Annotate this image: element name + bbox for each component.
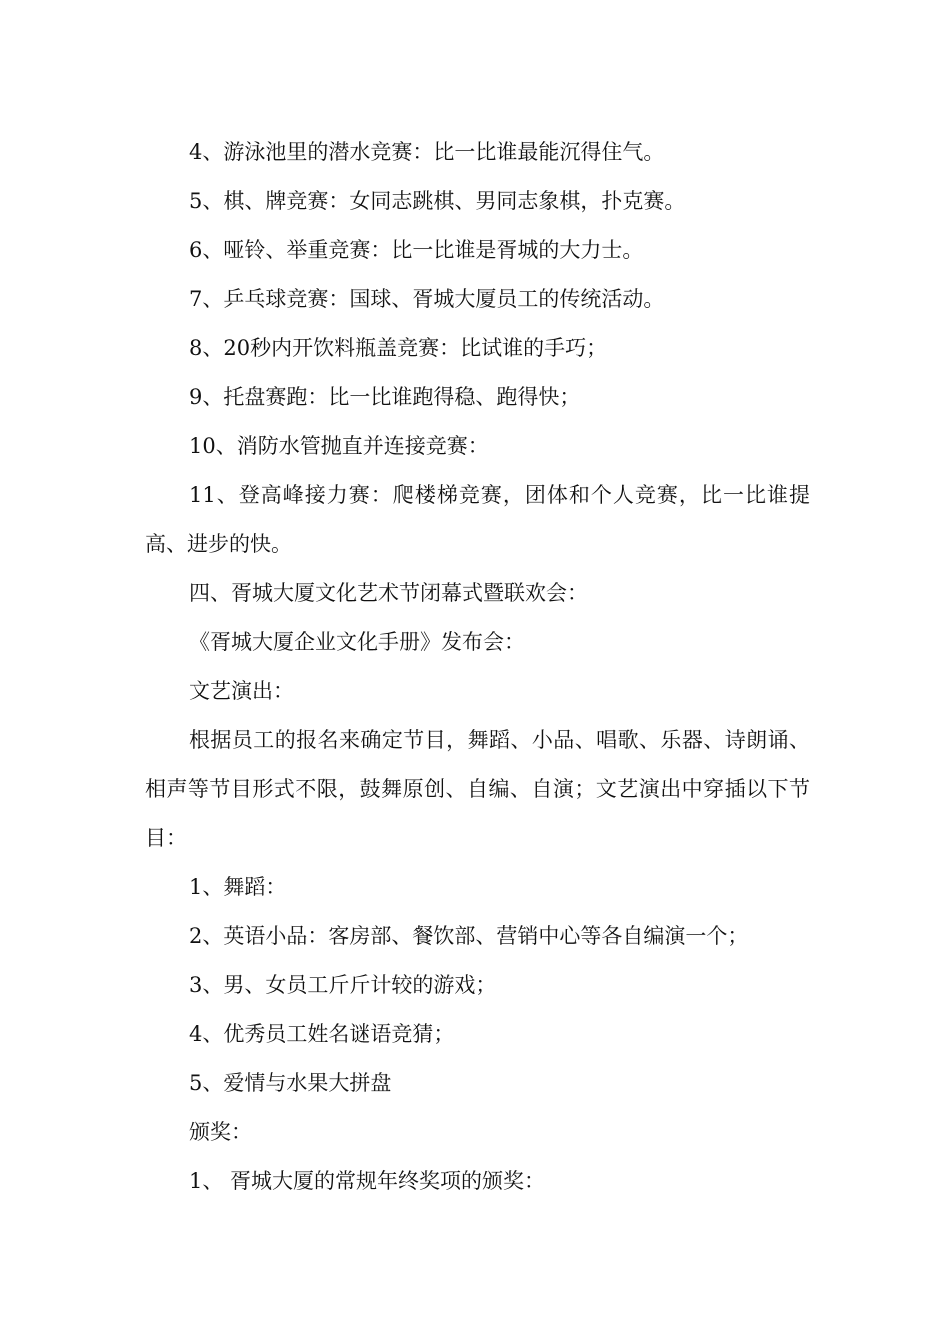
paragraph-performance-description: 根据员工的报名来确定节目，舞蹈、小品、唱歌、乐器、诗朗诵、相声等节目形式不限，鼓舞原创、自编、自演；文艺演出中穿插以下节目： <box>145 728 810 850</box>
paragraph-item-5-chess-cards: 5、棋、牌竞赛：女同志跳棋、男同志象棋，扑克赛。 <box>189 189 686 213</box>
section-heading-closing-ceremony: 四、胥城大厦文化艺术节闭幕式暨联欢会： <box>189 581 588 605</box>
document-page <box>145 128 810 1206</box>
paragraph-program-2-english-skit: 2、英语小品：客房部、餐饮部、营销中心等各自编演一个； <box>189 924 749 948</box>
paragraph-program-5-fruit-platter: 5、爱情与水果大拼盘 <box>189 1071 392 1095</box>
paragraph-program-3-game: 3、男、女员工斤斤计较的游戏； <box>189 973 497 997</box>
paragraph-program-4-riddles: 4、优秀员工姓名谜语竞猜； <box>189 1022 455 1046</box>
paragraph-performance-heading: 文艺演出： <box>189 679 294 703</box>
paragraph-item-11-stair-relay: 11、登高峰接力赛：爬楼梯竞赛，团体和个人竞赛，比一比谁提高、进步的快。 <box>145 483 810 556</box>
paragraph-item-6-weightlifting: 6、哑铃、举重竞赛：比一比谁是胥城的大力士。 <box>189 238 644 262</box>
paragraph-program-1-dance: 1、舞蹈： <box>189 875 287 899</box>
paragraph-item-8-bottle-opening: 8、20秒内开饮料瓶盖竞赛：比试谁的手巧； <box>189 336 608 360</box>
paragraph-handbook-release: 《胥城大厦企业文化手册》发布会： <box>189 630 525 654</box>
paragraph-item-9-tray-race: 9、托盘赛跑：比一比谁跑得稳、跑得快； <box>189 385 581 409</box>
paragraph-item-10-fire-hose: 10、消防水管抛直并连接竞赛： <box>189 434 489 458</box>
paragraph-awards-heading: 颁奖： <box>189 1120 252 1144</box>
paragraph-item-4-diving: 4、游泳池里的潜水竞赛：比一比谁最能沉得住气。 <box>189 140 665 164</box>
paragraph-item-7-table-tennis: 7、乒乓球竞赛：国球、胥城大厦员工的传统活动。 <box>189 287 665 311</box>
paragraph-award-1: 1、 胥城大厦的常规年终奖项的颁奖： <box>189 1169 546 1193</box>
